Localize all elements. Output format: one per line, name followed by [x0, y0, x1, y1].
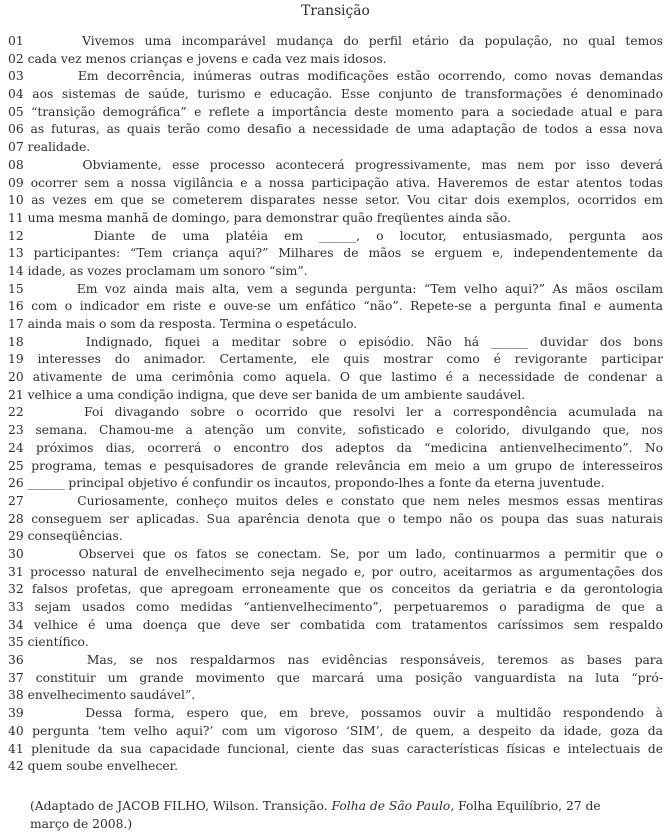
- citation-line-2: março de 2008.): [30, 816, 133, 831]
- line-number: 19: [8, 352, 24, 367]
- text-line: [8, 175, 663, 193]
- paragraph-indent: [35, 716, 73, 717]
- text-line: [8, 422, 663, 440]
- line-text: plenitude da sua capacidade funcional, ciente das suas características físicas e intelectuais de: [31, 741, 663, 756]
- line-text: ocorrer sem a nossa vigilância e a nossa participação ativa. Haveremos de estar atentos todas: [30, 175, 663, 190]
- line-text: com o indicador em riste e ouve-se um enfático “não”. Repete-se a pergunta final e aumenta: [31, 299, 663, 314]
- text-line: [8, 705, 663, 723]
- paragraph-indent: [34, 168, 72, 169]
- line-text: conseqüências.: [27, 529, 123, 544]
- line-text: processo natural de envelhecimento seja negado e, por outro, aceitarmos as argumentações dos: [30, 564, 663, 579]
- line-number: 14: [8, 263, 24, 278]
- line-number: 41: [8, 741, 24, 756]
- line-number: 30: [8, 546, 24, 561]
- line-number: 38: [8, 688, 24, 703]
- line-text: constituir um grande movimento que marcará uma posição vanguardista na luta “pró-: [35, 670, 663, 685]
- citation-text-post: , Folha Equilíbrio, 27 de: [450, 798, 601, 813]
- line-number: 23: [8, 423, 24, 438]
- text-line: [8, 298, 663, 316]
- line-text: Em decorrência, inúmeras outras modificações estão ocorrendo, como novas demandas: [77, 69, 663, 84]
- text-line: [8, 334, 663, 352]
- citation-line-1: [30, 797, 663, 815]
- line-text: falsos profetas, que apregoam erroneamente que os conceitos da geriatria e da gerontologia: [31, 582, 663, 597]
- text-line: [8, 634, 663, 652]
- text-line: [8, 86, 663, 104]
- text-line: [8, 458, 663, 476]
- line-text: Obviamente, esse processo acontecerá progressivamente, mas nem por isso deverá: [82, 157, 663, 172]
- line-number: 01: [8, 34, 24, 48]
- line-text: ______ principal objetivo é confundir os incautos, propondo-lhes a fonte da eterna juventude.: [27, 476, 605, 491]
- text-line: [8, 192, 663, 210]
- text-line: [8, 263, 663, 281]
- line-number: 11: [8, 210, 24, 225]
- text-line: [8, 564, 663, 582]
- line-number: 10: [8, 193, 24, 208]
- line-text: quem soube envelhecer.: [27, 759, 179, 774]
- line-number: 03: [8, 69, 24, 84]
- paragraph-indent: [31, 292, 69, 293]
- line-number: 02: [8, 51, 24, 66]
- text-line: [8, 139, 663, 157]
- text-line: [8, 369, 663, 387]
- paragraph-indent: [32, 557, 70, 558]
- line-text: Foi divagando sobre o ocorrido que resolvi ler a correspondência acumulada na: [84, 405, 663, 420]
- text-line: [8, 758, 663, 776]
- line-text: Indignado, fiquei a meditar sobre o episódio. Não há ______ duvidar dos bons: [85, 334, 663, 349]
- line-number: 08: [8, 157, 24, 172]
- line-number: 05: [8, 104, 24, 119]
- text-line: [8, 33, 663, 51]
- text-line: [8, 316, 663, 334]
- line-text: ativamente de uma cerimônia como aquela. O que lastimo é a necessidade de condenar a: [32, 370, 663, 385]
- line-number: 12: [8, 228, 24, 243]
- text-line: [8, 581, 663, 599]
- text-line: [8, 228, 663, 246]
- line-text: envelhecimento saudável”.: [27, 688, 196, 703]
- line-number: 33: [8, 600, 24, 614]
- paragraph-indent: [36, 345, 74, 346]
- line-number: 34: [8, 617, 24, 632]
- paragraph-indent: [31, 504, 69, 505]
- line-text: aos sistemas de saúde, turismo e educação. Esse conjunto de transformações é denominado: [32, 87, 663, 102]
- paragraph-indent: [32, 79, 70, 80]
- line-text: realidade.: [27, 140, 91, 155]
- line-number: 25: [8, 458, 24, 473]
- text-line: [8, 104, 663, 122]
- text-line: [8, 68, 663, 86]
- text-line: [8, 617, 663, 635]
- text-line: [8, 404, 663, 422]
- text-line: [8, 723, 663, 741]
- citation-text-pre: (Adaptado de JACOB FILHO, Wilson. Transição.: [30, 798, 332, 813]
- line-text: velhice é uma doença que deve ser combatida com tratamentos caríssimos sem respaldo: [33, 617, 663, 632]
- text-line: [8, 652, 663, 670]
- text-line: [8, 51, 663, 69]
- text-line: [8, 387, 663, 405]
- line-number: 17: [8, 317, 24, 331]
- text-line: [8, 157, 663, 175]
- line-number: 22: [8, 405, 24, 420]
- line-text: as vezes em que se cometerem disparates nesse setor. Vou citar dois exemplos, ocorridos em: [31, 193, 663, 208]
- line-text: Mas, se nos respaldarmos nas evidências responsáveis, teremos as bases para: [86, 653, 663, 668]
- line-text: Em voz ainda mais alta, vem a segunda pergunta: “Tem velho aqui?” As mãos oscilam: [76, 281, 663, 296]
- line-number: 27: [8, 493, 24, 508]
- line-number: 39: [8, 706, 24, 721]
- line-text: Vivemos uma incomparável mudança do perfil etário da população, no qual temos: [82, 34, 663, 48]
- line-text: conseguem ser aplicadas. Sua aparência denota que o tempo não os poupa das suas naturais: [31, 511, 663, 526]
- line-number: 36: [8, 653, 24, 668]
- text-line: [8, 245, 663, 263]
- line-text: uma mesma manhã de domingo, para demonstrar quão freqüentes ainda são.: [27, 210, 511, 225]
- paragraph-indent: [36, 663, 74, 664]
- text-line: [8, 546, 663, 564]
- line-text: Dessa forma, espero que, em breve, possamos ouvir a multidão respondendo à: [85, 706, 663, 721]
- line-number: 16: [8, 299, 24, 314]
- citation: [30, 797, 663, 833]
- line-number: 04: [8, 87, 24, 102]
- text-line: [8, 511, 663, 529]
- citation-source-title: Folha de São Paulo: [331, 798, 451, 813]
- line-number: 06: [8, 122, 24, 137]
- text-line: [8, 741, 663, 759]
- text-line: [8, 670, 663, 688]
- line-number: 28: [8, 511, 24, 526]
- text-line: [8, 493, 663, 511]
- line-number: 37: [8, 670, 24, 685]
- line-number: 42: [8, 759, 24, 774]
- line-number: 20: [8, 370, 24, 385]
- line-text: Diante de uma platéia em ______, o locutor, entusiasmado, pergunta aos: [93, 228, 663, 243]
- text-line: [8, 528, 663, 546]
- line-text: “transição demográfica” e reflete a importância deste momento para a sociedade atual e para: [31, 104, 663, 119]
- line-number: 26: [8, 476, 24, 491]
- paragraph-indent: [40, 239, 78, 240]
- line-number: 35: [8, 635, 24, 650]
- text-line: [8, 351, 663, 369]
- paragraph-indent: [35, 415, 73, 416]
- line-text: participantes: “Tem criança aqui?” Milhares de mãos se erguem e, independentemente da: [33, 246, 663, 261]
- line-number: 09: [8, 175, 24, 190]
- line-number: 24: [8, 440, 24, 455]
- line-number: 07: [8, 140, 24, 155]
- paragraph-indent: [34, 44, 72, 45]
- line-text: pergunta ‘tem velho aqui?’ com um vigoroso ‘SIM’, de quem, a despeito da idade, goza da: [32, 723, 663, 738]
- line-text: Observei que os fatos se conectam. Se, por um lado, continuarmos a permitir que o: [78, 546, 663, 561]
- line-text: idade, as vozes proclamam um sonoro “sim”.: [27, 263, 308, 278]
- line-number: 13: [8, 246, 24, 261]
- document-title: Transição: [301, 3, 370, 19]
- text-line: [8, 281, 663, 299]
- line-number: 40: [8, 723, 24, 738]
- line-number: 31: [8, 564, 24, 579]
- line-number: 21: [8, 387, 24, 402]
- text-line: [8, 210, 663, 228]
- line-text: cada vez menos crianças e jovens e cada vez mais idosos.: [27, 51, 387, 66]
- line-text: científico.: [27, 635, 89, 650]
- line-text: interesses do animador. Certamente, ele quis mostrar como é revigorante participar: [37, 352, 663, 367]
- line-text: as futuras, as quais terão como desafio a necessidade de uma adaptação de todos a essa nova: [30, 122, 663, 137]
- text-line: [8, 121, 663, 139]
- text-lines: [8, 33, 663, 776]
- line-number: 18: [8, 334, 24, 349]
- line-text: sejam usados como medidas “antienvelhecimento”, perpetuaremos o paradigma de que a: [34, 600, 663, 614]
- line-number: 32: [8, 582, 24, 597]
- text-line: [8, 440, 663, 458]
- line-text: Curiosamente, conheço muitos deles e constato que nem neles mesmos essas mentiras: [77, 493, 663, 508]
- line-number: 15: [8, 281, 24, 296]
- line-text: próximos dias, ocorrerá o encontro dos adeptos da “medicina antienvelhecimento”. No: [36, 440, 663, 455]
- line-text: programa, temas e pesquisadores de grande relevância em meio a um grupo de interesseiros: [31, 458, 663, 473]
- line-number: 29: [8, 529, 24, 544]
- line-text: ainda mais o som da resposta. Termina o espetáculo.: [27, 317, 358, 331]
- text-line: [8, 599, 663, 617]
- text-line: [8, 475, 663, 493]
- line-text: semana. Chamou-me a atenção um convite, sofisticado e colorido, divulgando que, nos: [35, 423, 663, 438]
- text-line: [8, 687, 663, 705]
- line-text: velhice a uma condição indigna, que deve ser banida de um ambiente saudável.: [27, 387, 526, 402]
